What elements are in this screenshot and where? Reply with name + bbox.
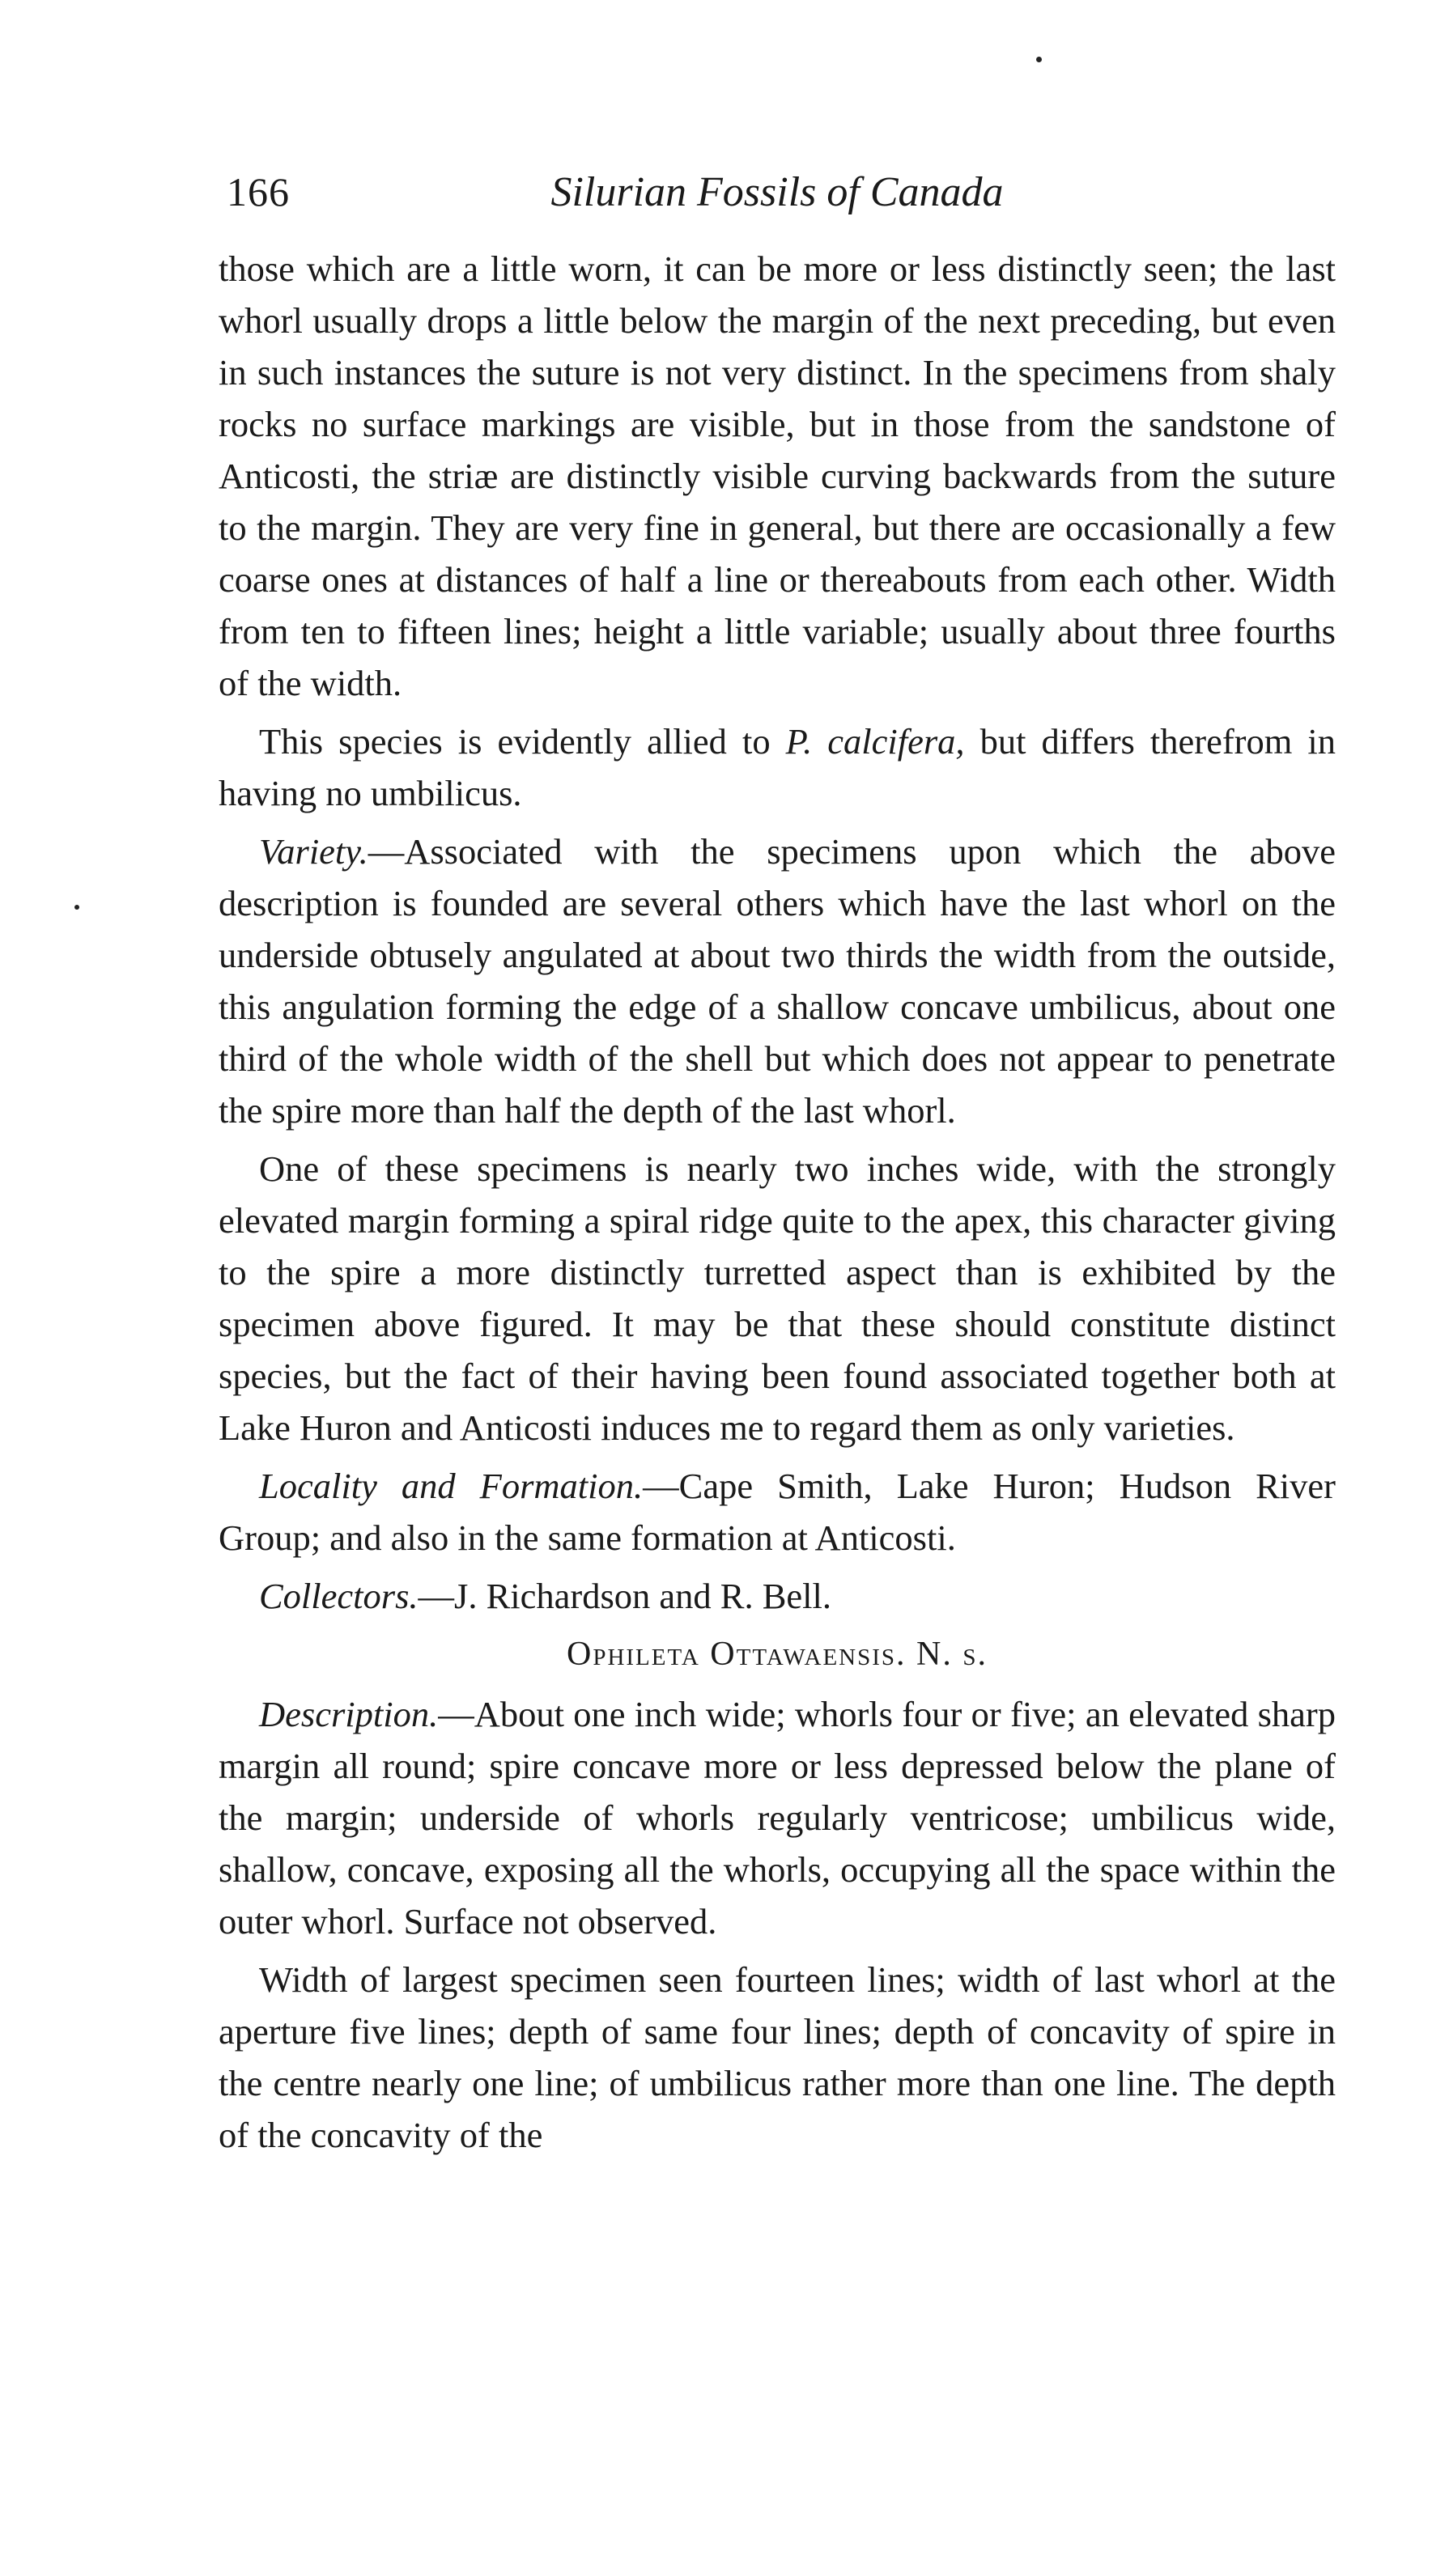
text-run: but differs therefrom in having no umbilicus. <box>219 721 1336 813</box>
paragraph-continued: those which are a little worn, it can be more or less distinctly seen; the last whorl usually drops a little below the margin of the next preceding, but even in such instances the suture is not very distinct. In the specimens from shaly rocks no surface markings are visible, but in those from the sandstone of Anticosti, the striæ are distinctly visible curving backwards from the suture to the margin. They are very fine in general, but there are occasionally a few coarse ones at distances of half a line or thereabouts from each other. Width from ten to fifteen lines; height a little variable; usually about three fourths of the width. <box>219 248 1336 703</box>
species-name-italic: P. calcifera, <box>785 721 965 762</box>
paragraph-species-comparison <box>219 715 1336 819</box>
text-run: —About one inch wide; whorls four or five; an elevated sharp margin all round; spire concave more or less depressed below the plane of the margin; underside of whorls regularly ventricose; umbilicus wide, shallow, concave, exposing all the whorls, occupying all the space within the outer whorl. Surface not observed. <box>219 1694 1336 1942</box>
description-label: Description. <box>259 1694 439 1734</box>
variety-label: Variety. <box>259 831 368 872</box>
locality-label: Locality and Formation. <box>259 1466 644 1506</box>
species-heading-text: Ophileta Ottawaensis. N. s. <box>566 1636 988 1673</box>
paragraph-locality <box>219 1460 1336 1564</box>
paragraph-variety <box>219 825 1336 1136</box>
page-number: 166 <box>227 169 290 214</box>
paragraph-collectors <box>219 1570 1336 1622</box>
stray-ink-dot-top <box>1036 57 1042 62</box>
book-page <box>219 162 1336 2167</box>
collectors-label: Collectors. <box>259 1576 419 1616</box>
stray-ink-dot-margin <box>74 905 79 910</box>
page-header <box>219 162 1336 227</box>
text-run: —J. Richardson and R. Bell. <box>418 1576 832 1616</box>
text-run: —Cape Smith, Lake Huron; Hudson River Group; and also in the same formation at Anticosti. <box>219 1466 1336 1558</box>
species-heading <box>219 1628 1336 1680</box>
text-run: This species is evidently allied to <box>259 721 786 762</box>
running-title: Silurian Fossils of Canada <box>550 169 1004 215</box>
paragraph-description <box>219 1688 1336 1947</box>
paragraph-measurements: Width of largest specimen seen fourteen lines; width of last whorl at the aperture five lines; depth of same four lines; depth of concavity of spire in the centre nearly one line; of umbilicus rather more than one line. The depth of the concavity of the <box>219 1959 1336 2155</box>
paragraph-specimens: One of these specimens is nearly two inches wide, with the strongly elevated margin forming a spiral ridge quite to the apex, this character giving to the spire a more distinctly turretted aspect than is exhibited by the specimen above figured. It may be that these should constitute distinct species, but the fact of their having been found associated together both at Lake Huron and Anticosti induces me to regard them as only varieties. <box>219 1148 1336 1448</box>
text-run: —Associated with the specimens upon which the above description is founded are several others which have the last whorl on the underside obtusely angulated at about two thirds the width from the outside, this angulation forming the edge of a shallow concave umbilicus, about one third of the whole width of the shell but which does not appear to penetrate the spire more than half the depth of the last whorl. <box>219 831 1336 1131</box>
